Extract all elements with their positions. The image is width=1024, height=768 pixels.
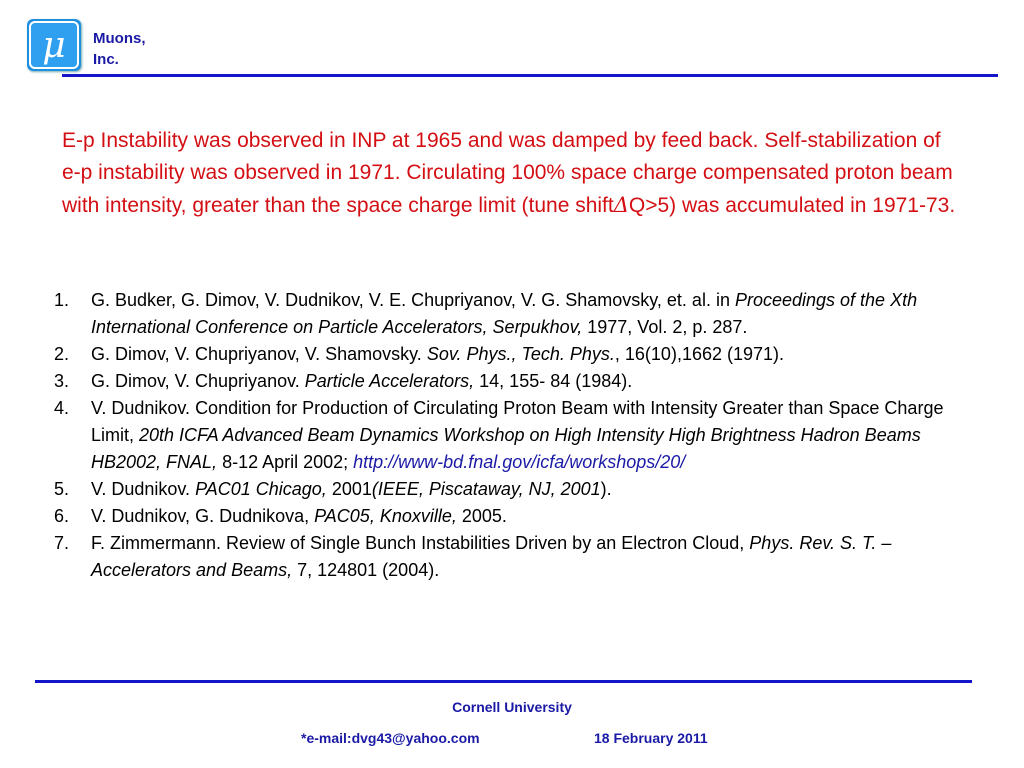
reference-authors: G. Budker, G. Dimov, V. Dudnikov, V. E. Chupriyanov, V. G. Shamovsky, et. al. in [91, 290, 735, 310]
intro-text-part2: Q>5) was accumulated in 1971-73. [628, 194, 956, 217]
company-logo [27, 19, 81, 71]
company-name-line1: Muons, [93, 30, 146, 47]
reference-journal: 20th ICFA Advanced Beam Dynamics Workshop on High Intensity High Brightness Hadron Beams HB2002, FNAL, [91, 425, 921, 472]
reference-number: 3. [54, 371, 70, 391]
footer-institution: Cornell University [452, 699, 572, 715]
mu-logo-icon [27, 19, 81, 71]
reference-details: 8-12 April 2002; [217, 452, 354, 472]
reference-item [0, 287, 980, 341]
reference-journal: Sov. Phys., Tech. Phys. [426, 344, 615, 364]
reference-number: 7. [54, 533, 70, 553]
logo-glyph: μ [42, 25, 66, 66]
reference-item [0, 503, 980, 530]
reference-number: 6. [54, 506, 70, 526]
reference-item [0, 341, 980, 368]
reference-details: 7, 124801 (2004). [292, 560, 440, 580]
reference-number: 4. [54, 398, 70, 418]
footer-divider [35, 680, 972, 683]
delta-symbol: Δ [613, 193, 629, 217]
company-name-line2: Inc. [93, 51, 119, 68]
reference-item [0, 368, 980, 395]
reference-authors: V. Dudnikov. Condition for Production of Circulating Proton Beam with Intensity Greater than Space Charge Limit, [91, 398, 944, 445]
reference-journal: Proceedings of the Xth International Conference on Particle Accelerators, Serpukhov, [91, 290, 918, 337]
reference-journal: PAC05, Knoxville, [314, 506, 457, 526]
footer-date: 18 February 2011 [594, 730, 708, 746]
reference-item [0, 476, 980, 503]
intro-text-part1: E-p Instability was observed in INP at 1965 and was damped by feed back. Self-stabilization of e-p instability was observed in 1971. Circulating 100% space charge compensated proton beam with intensity, greater than the space charge limit (tune shift [62, 129, 953, 217]
workshop-link[interactable]: http://www-bd.fnal.gov/icfa/workshops/20/ [353, 452, 686, 472]
reference-item [0, 395, 980, 476]
reference-journal: Particle Accelerators, [304, 371, 475, 391]
reference-details-end: ). [600, 479, 612, 499]
intro-paragraph [62, 125, 962, 222]
reference-journal: Phys. Rev. S. T. – Accelerators and Beams, [91, 533, 892, 580]
reference-authors: F. Zimmermann. Review of Single Bunch Instabilities Driven by an Electron Cloud, [91, 533, 750, 553]
reference-details: 14, 155- 84 (1984). [474, 371, 633, 391]
reference-details: , 16(10),1662 (1971). [614, 344, 785, 364]
reference-journal: PAC01 Chicago, [195, 479, 327, 499]
reference-details: 1977, Vol. 2, p. 287. [582, 317, 748, 337]
footer-email: *e-mail:dvg43@yahoo.com [301, 730, 480, 746]
reference-number: 2. [54, 344, 70, 364]
reference-number: 5. [54, 479, 70, 499]
company-name [93, 28, 146, 70]
reference-authors: G. Dimov, V. Chupriyanov, V. Shamovsky. [91, 344, 427, 364]
reference-item [0, 530, 980, 584]
reference-authors: V. Dudnikov, G. Dudnikova, [91, 506, 315, 526]
reference-number: 1. [54, 290, 70, 310]
header-divider [62, 74, 998, 77]
reference-authors: G. Dimov, V. Chupriyanov. [91, 371, 305, 391]
reference-list [0, 287, 980, 584]
reference-authors: V. Dudnikov. [91, 479, 196, 499]
reference-details: 2001 [326, 479, 372, 499]
reference-details: 2005. [456, 506, 507, 526]
reference-publisher: (IEEE, Piscataway, NJ, 2001 [371, 479, 601, 499]
